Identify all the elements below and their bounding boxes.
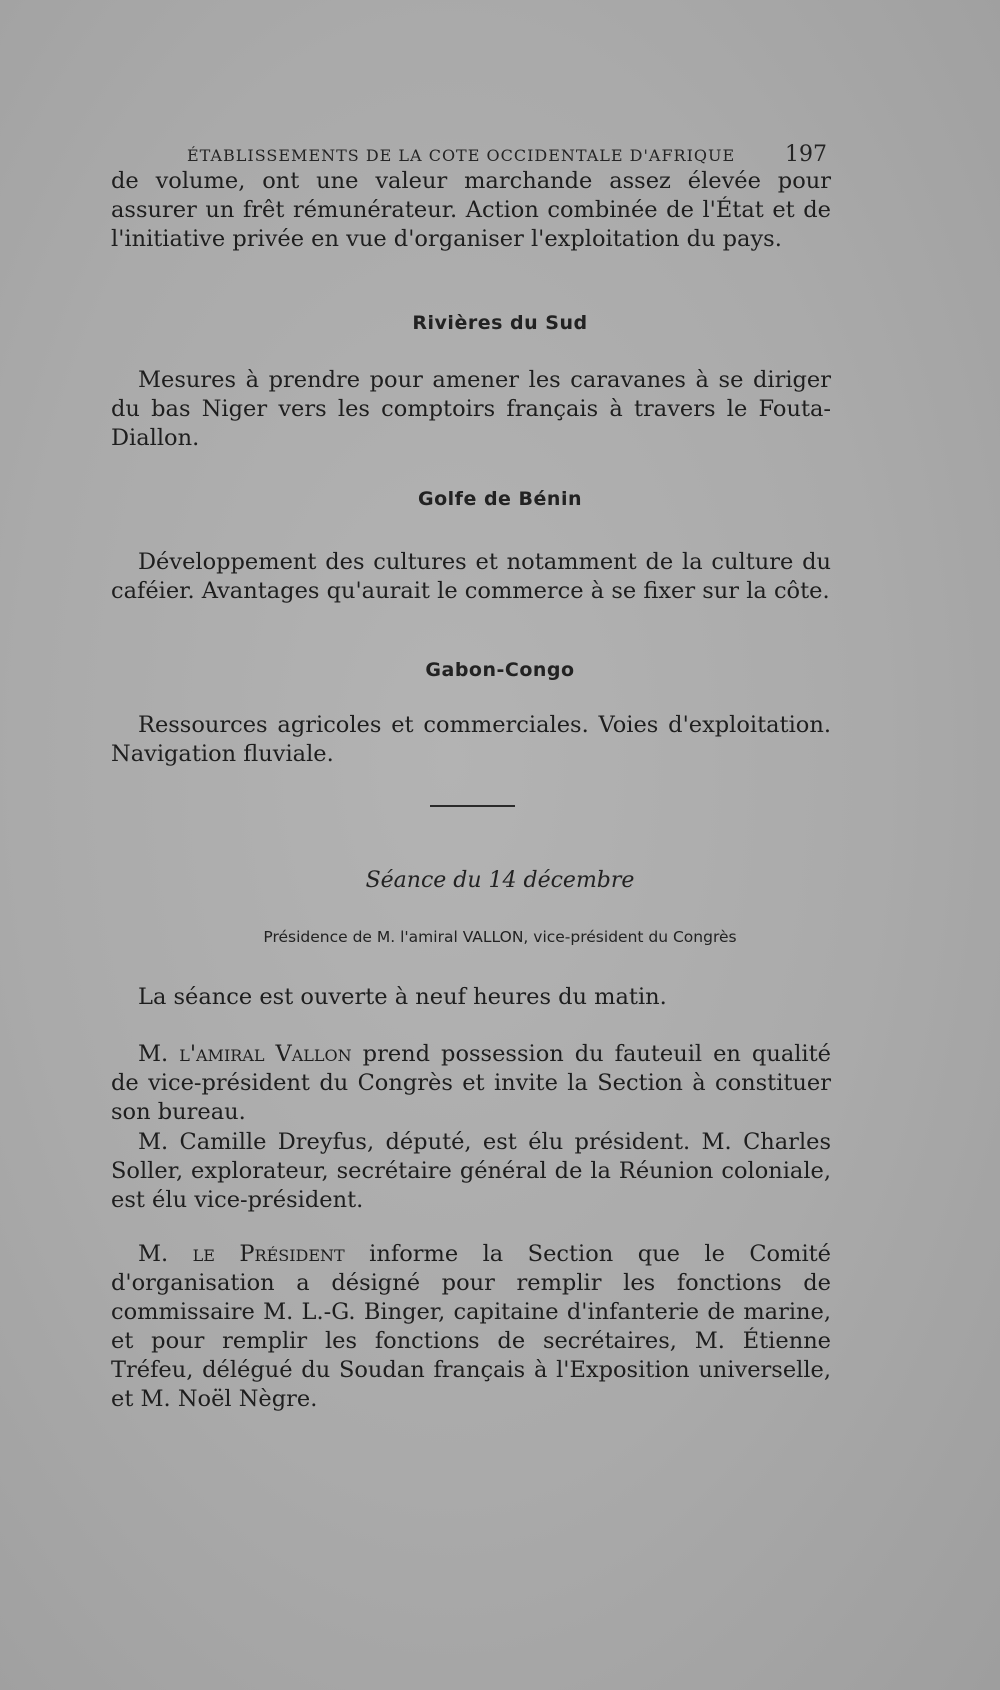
opening-paragraph: La séance est ouverte à neuf heures du matin. [138, 984, 667, 1010]
paragraph-president [111, 1240, 831, 1414]
paragraph-text: prend possession du fauteuil en qualité de vice-président du Congrès et invite la Section à constituer son bureau. [111, 1041, 831, 1125]
speaker-name: M. le Président [138, 1241, 345, 1267]
section-heading-golfe-de-benin: Golfe de Bénin [418, 488, 582, 510]
section-text-gabon-congo: Ressources agricoles et commerciales. Voies d'exploitation. Navigation fluviale. [111, 712, 831, 767]
presidence-line: Présidence de M. l'amiral VALLON, vice-président du Congrès [263, 928, 737, 946]
paragraph-text: informe la Section que le Comité d'organisation a désigné pour remplir les fonctions de commissaire M. L.-G. Binger, capitaine d'infanterie de marine, et pour remplir les fonctions de secrétaires, M. Étienne Tréfeu, délégué du Soudan français à l'Exposition universelle, et M. Noël Nègre. [111, 1241, 831, 1412]
section-heading-gabon-congo: Gabon-Congo [425, 659, 575, 681]
session-title: Séance du 14 décembre [365, 868, 635, 893]
intro-paragraph: de volume, ont une valeur marchande assez élevée pour assurer un frêt rémunérateur. Action combinée de l'État et de l'initiative privée en vue d'organiser l'exploitation du pays. [111, 168, 831, 252]
section-divider [430, 805, 515, 807]
speaker-name: M. l'amiral Vallon [138, 1041, 352, 1067]
section-text-rivieres-du-sud: Mesures à prendre pour amener les caravanes à se diriger du bas Niger vers les comptoirs français à travers le Fouta-Diallon. [111, 367, 831, 451]
paragraph-vallon [111, 1040, 831, 1127]
page-number: 197 [785, 142, 827, 167]
paragraph-election: M. Camille Dreyfus, député, est élu président. M. Charles Soller, explorateur, secrétaire général de la Réunion coloniale, est élu vice-président. [111, 1129, 831, 1213]
section-text-golfe-de-benin: Développement des cultures et notamment de la culture du caféier. Avantages qu'aurait le commerce à se fixer sur la côte. [111, 549, 831, 604]
running-title: ÉTABLISSEMENTS DE LA COTE OCCIDENTALE D'AFRIQUE [187, 146, 736, 165]
section-heading-rivieres-du-sud: Rivières du Sud [412, 312, 588, 334]
